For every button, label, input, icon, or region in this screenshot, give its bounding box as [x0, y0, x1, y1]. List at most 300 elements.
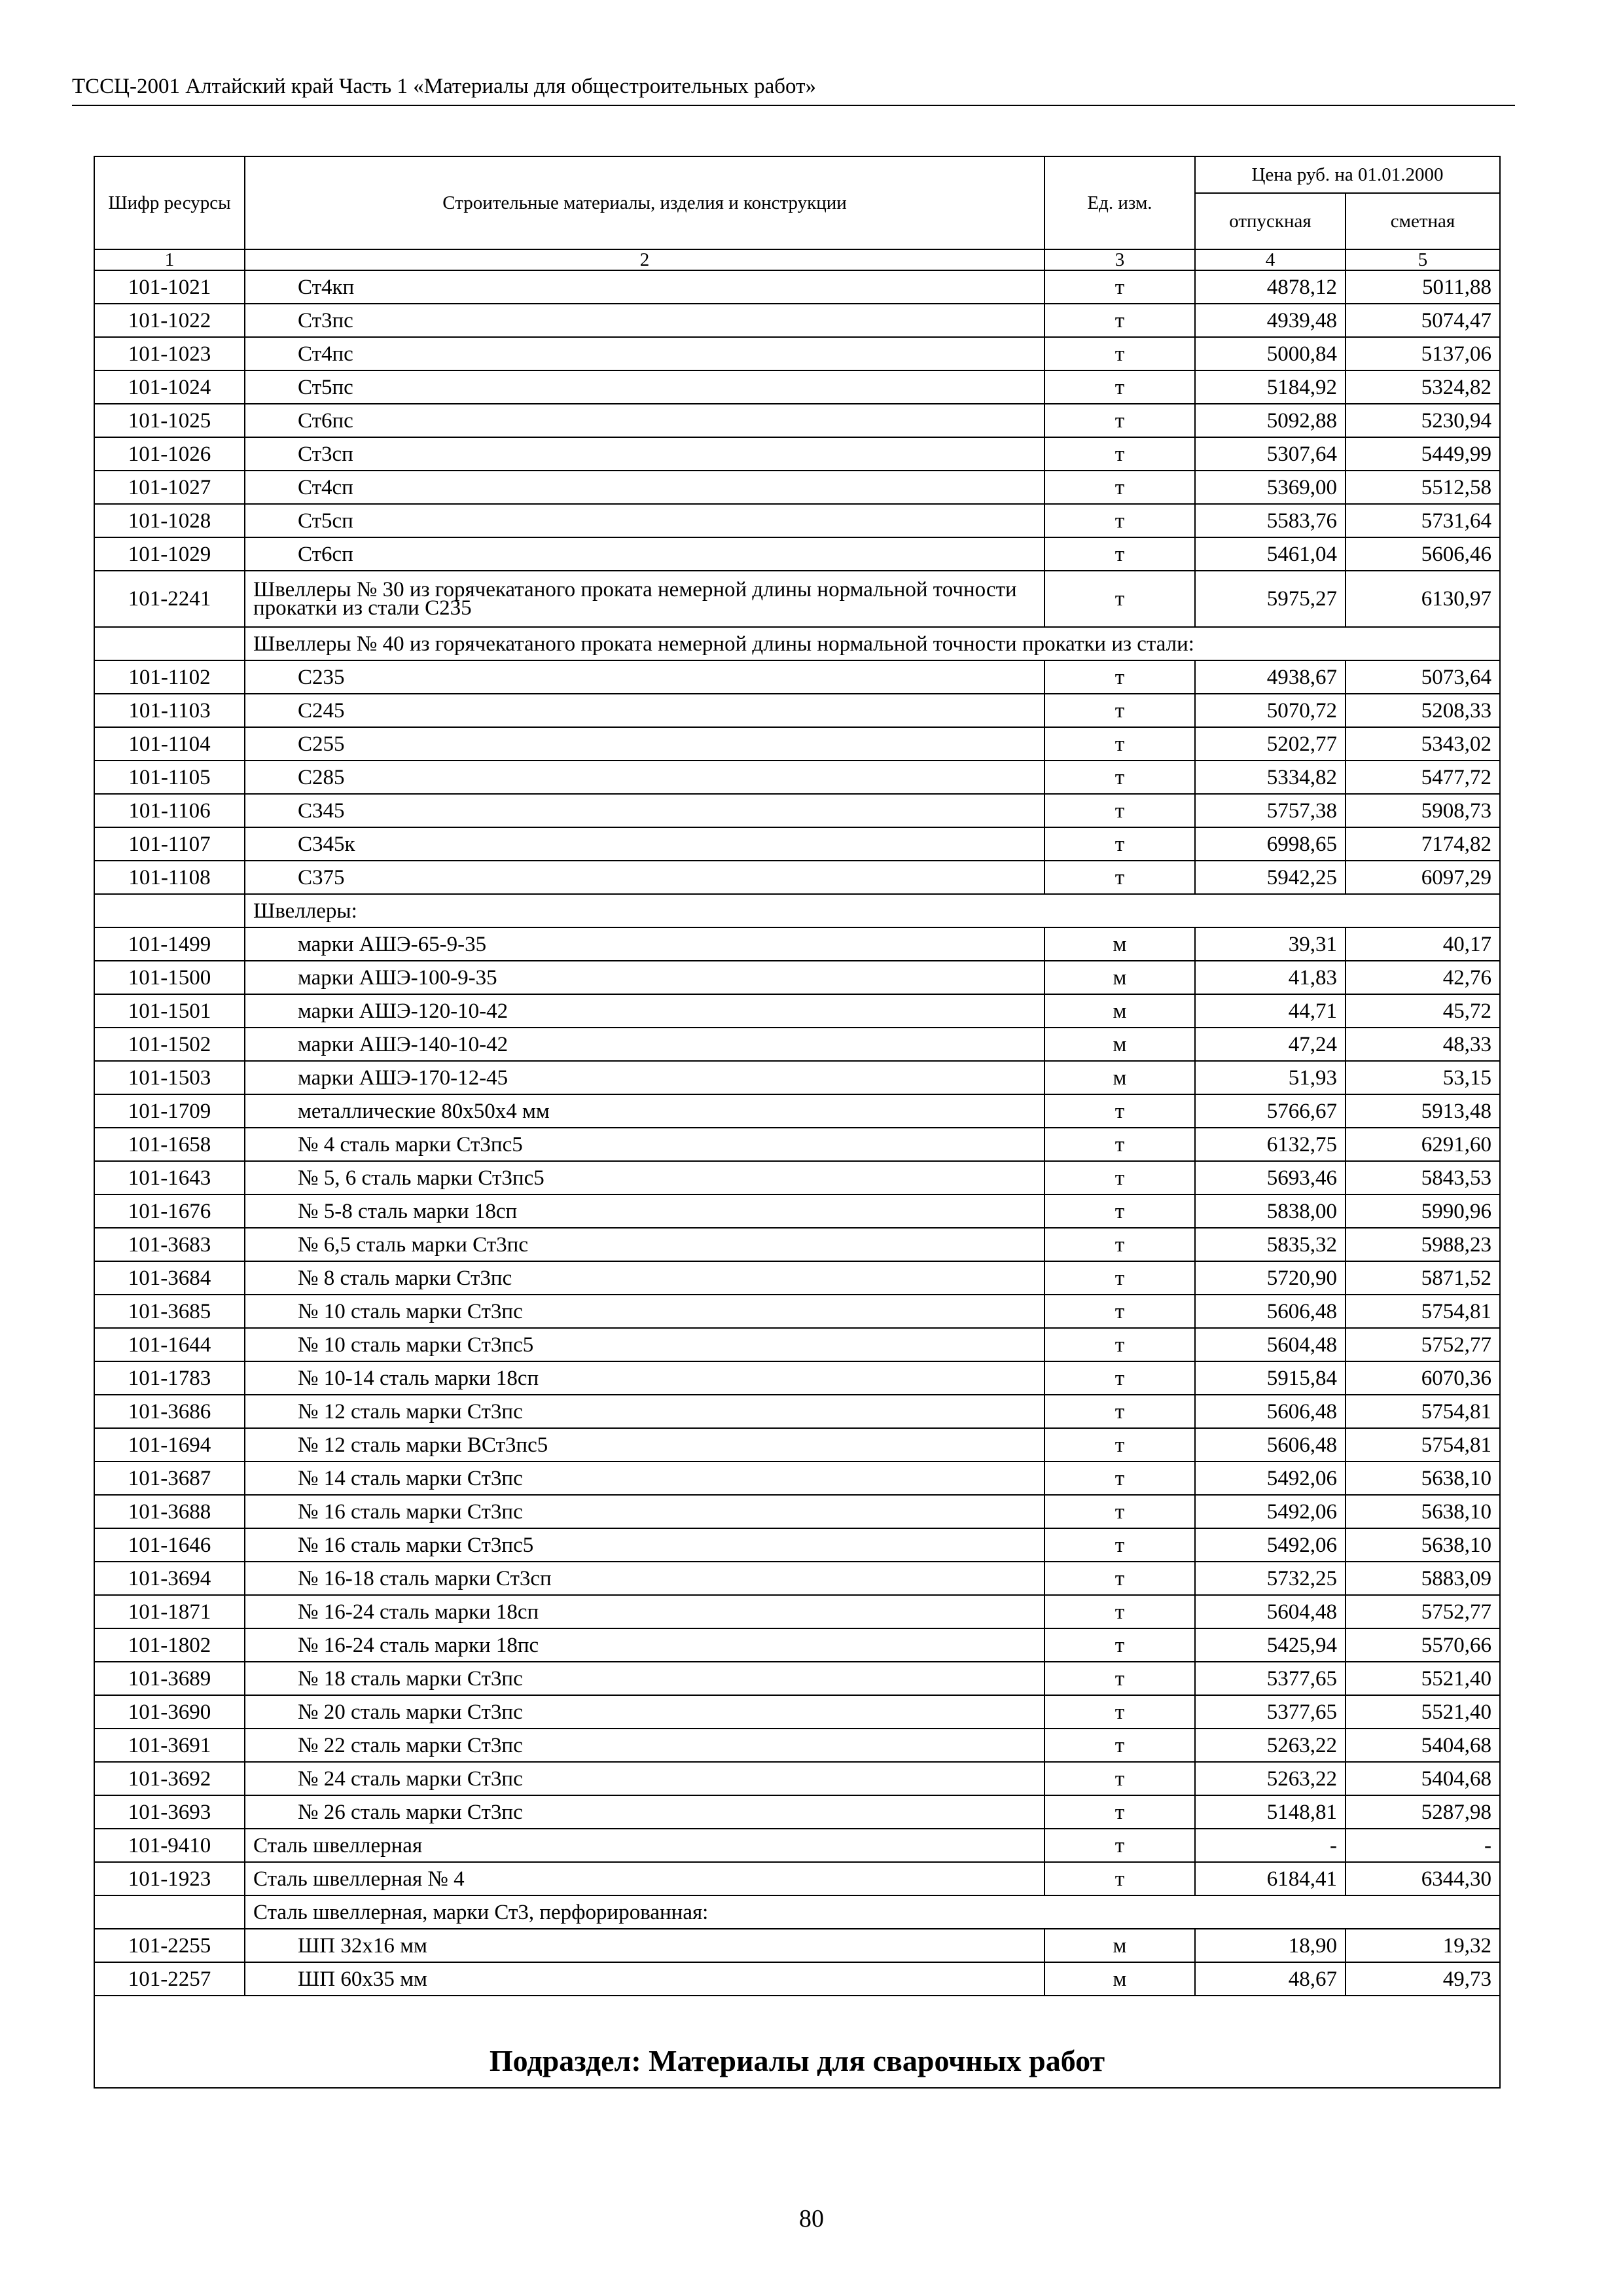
material-name: марки АШЭ-65-9-35 — [245, 927, 1044, 961]
estimate-price: 5638,10 — [1346, 1462, 1500, 1495]
unit: т — [1044, 794, 1195, 827]
material-name: № 26 сталь марки Ст3пс — [245, 1795, 1044, 1829]
release-price: 5835,32 — [1195, 1228, 1346, 1261]
table-row — [94, 961, 1500, 994]
header-price-group: Цена руб. на 01.01.2000 — [1195, 156, 1500, 193]
header-release-price: отпускная — [1195, 193, 1346, 249]
resource-code: 101-3684 — [94, 1261, 245, 1295]
release-price: 5148,81 — [1195, 1795, 1346, 1829]
material-name: С285 — [245, 761, 1044, 794]
table-row — [94, 1061, 1500, 1094]
unit: т — [1044, 504, 1195, 537]
estimate-price: 5287,98 — [1346, 1795, 1500, 1829]
material-name: № 16-24 сталь марки 18сп — [245, 1595, 1044, 1628]
estimate-price: 53,15 — [1346, 1061, 1500, 1094]
unit: м — [1044, 927, 1195, 961]
release-price: 5492,06 — [1195, 1528, 1346, 1562]
empty-code-cell — [94, 627, 245, 660]
estimate-price: 5990,96 — [1346, 1194, 1500, 1228]
resource-code: 101-3688 — [94, 1495, 245, 1528]
estimate-price: 5908,73 — [1346, 794, 1500, 827]
resource-code: 101-2241 — [94, 571, 245, 627]
release-price: 5092,88 — [1195, 404, 1346, 437]
release-price: 5583,76 — [1195, 504, 1346, 537]
material-name: С245 — [245, 694, 1044, 727]
release-price: 5604,48 — [1195, 1328, 1346, 1361]
release-price: 5915,84 — [1195, 1361, 1346, 1395]
estimate-price: 5324,82 — [1346, 370, 1500, 404]
resource-code: 101-1871 — [94, 1595, 245, 1628]
estimate-price: 49,73 — [1346, 1962, 1500, 1996]
estimate-price: 5752,77 — [1346, 1328, 1500, 1361]
material-name: Сталь швеллерная — [245, 1829, 1044, 1862]
resource-code: 101-9410 — [94, 1829, 245, 1862]
estimate-price: 5843,53 — [1346, 1161, 1500, 1194]
column-number: 1 — [94, 249, 245, 270]
release-price: 51,93 — [1195, 1061, 1346, 1094]
estimate-price: 5754,81 — [1346, 1295, 1500, 1328]
unit: т — [1044, 1729, 1195, 1762]
estimate-price: - — [1346, 1829, 1500, 1862]
table-row — [94, 927, 1500, 961]
resource-code: 101-1103 — [94, 694, 245, 727]
material-name: С345 — [245, 794, 1044, 827]
estimate-price: 5752,77 — [1346, 1595, 1500, 1628]
release-price: 4939,48 — [1195, 304, 1346, 337]
resource-code: 101-1646 — [94, 1528, 245, 1562]
materials-price-table — [94, 156, 1501, 2089]
resource-code: 101-1021 — [94, 270, 245, 304]
unit: т — [1044, 1795, 1195, 1829]
resource-code: 101-1026 — [94, 437, 245, 471]
resource-code: 101-2257 — [94, 1962, 245, 1996]
material-name: Ст3пс — [245, 304, 1044, 337]
table-row — [94, 761, 1500, 794]
resource-code: 101-1029 — [94, 537, 245, 571]
table-row — [94, 994, 1500, 1028]
estimate-price: 5343,02 — [1346, 727, 1500, 761]
material-name: № 16 сталь марки Ст3пс — [245, 1495, 1044, 1528]
table-row — [94, 1662, 1500, 1695]
resource-code: 101-1643 — [94, 1161, 245, 1194]
material-name: С345к — [245, 827, 1044, 861]
release-price: 5461,04 — [1195, 537, 1346, 571]
estimate-price: 42,76 — [1346, 961, 1500, 994]
resource-code: 101-3693 — [94, 1795, 245, 1829]
material-name: ШП 60х35 мм — [245, 1962, 1044, 1996]
release-price: 5942,25 — [1195, 861, 1346, 894]
unit: т — [1044, 1829, 1195, 1862]
release-price: 5757,38 — [1195, 794, 1346, 827]
table-row — [94, 1361, 1500, 1395]
release-price: 5070,72 — [1195, 694, 1346, 727]
resource-code: 101-1676 — [94, 1194, 245, 1228]
table-row — [94, 1428, 1500, 1462]
material-name: марки АШЭ-120-10-42 — [245, 994, 1044, 1028]
subsection-row — [94, 1996, 1500, 2088]
resource-code: 101-3692 — [94, 1762, 245, 1795]
table-row — [94, 1862, 1500, 1895]
release-price: 5693,46 — [1195, 1161, 1346, 1194]
material-name: № 16-18 сталь марки Ст3сп — [245, 1562, 1044, 1595]
unit: т — [1044, 571, 1195, 627]
estimate-price: 5208,33 — [1346, 694, 1500, 727]
table-row — [94, 727, 1500, 761]
estimate-price: 5477,72 — [1346, 761, 1500, 794]
release-price: 18,90 — [1195, 1929, 1346, 1962]
release-price: 5263,22 — [1195, 1729, 1346, 1762]
resource-code: 101-1694 — [94, 1428, 245, 1462]
group-title: Швеллеры № 40 из горячекатаного проката немерной длины нормальной точности прокатки из стали: — [245, 627, 1500, 660]
table-row — [94, 1161, 1500, 1194]
header-code: Шифр ресурсы — [94, 156, 245, 249]
release-price: 5732,25 — [1195, 1562, 1346, 1595]
material-name: Ст5пс — [245, 370, 1044, 404]
table-row — [94, 1128, 1500, 1161]
estimate-price: 48,33 — [1346, 1028, 1500, 1061]
material-name: С255 — [245, 727, 1044, 761]
release-price: 6132,75 — [1195, 1128, 1346, 1161]
release-price: 5184,92 — [1195, 370, 1346, 404]
table-row — [94, 1628, 1500, 1662]
table-row — [94, 1228, 1500, 1261]
material-name: Ст4пс — [245, 337, 1044, 370]
unit: т — [1044, 827, 1195, 861]
resource-code: 101-1108 — [94, 861, 245, 894]
resource-code: 101-1107 — [94, 827, 245, 861]
material-name: № 22 сталь марки Ст3пс — [245, 1729, 1044, 1762]
unit: т — [1044, 404, 1195, 437]
resource-code: 101-1502 — [94, 1028, 245, 1061]
release-price: 5377,65 — [1195, 1695, 1346, 1729]
unit: т — [1044, 370, 1195, 404]
page-number: 80 — [799, 2205, 824, 2233]
estimate-price: 5731,64 — [1346, 504, 1500, 537]
estimate-price: 6070,36 — [1346, 1361, 1500, 1395]
estimate-price: 5883,09 — [1346, 1562, 1500, 1595]
release-price: 5307,64 — [1195, 437, 1346, 471]
unit: т — [1044, 1762, 1195, 1795]
material-name: № 6,5 сталь марки Ст3пс — [245, 1228, 1044, 1261]
estimate-price: 5011,88 — [1346, 270, 1500, 304]
group-title: Сталь швеллерная, марки Ст3, перфорированная: — [245, 1895, 1500, 1929]
unit: т — [1044, 270, 1195, 304]
resource-code: 101-3691 — [94, 1729, 245, 1762]
material-name: № 14 сталь марки Ст3пс — [245, 1462, 1044, 1495]
material-name: марки АШЭ-140-10-42 — [245, 1028, 1044, 1061]
release-price: 5604,48 — [1195, 1595, 1346, 1628]
release-price: 6184,41 — [1195, 1862, 1346, 1895]
header-rule — [72, 105, 1515, 106]
material-name: № 8 сталь марки Ст3пс — [245, 1261, 1044, 1295]
estimate-price: 5871,52 — [1346, 1261, 1500, 1295]
resource-code: 101-1104 — [94, 727, 245, 761]
header-estimate-price: сметная — [1346, 193, 1500, 249]
material-name: Ст6пс — [245, 404, 1044, 437]
material-name: металлические 80х50х4 мм — [245, 1094, 1044, 1128]
table-row — [94, 1929, 1500, 1962]
material-name: С235 — [245, 660, 1044, 694]
unit: т — [1044, 1295, 1195, 1328]
unit: м — [1044, 1962, 1195, 1996]
release-price: 5425,94 — [1195, 1628, 1346, 1662]
estimate-price: 5606,46 — [1346, 537, 1500, 571]
material-name: Ст4сп — [245, 471, 1044, 504]
table-row — [94, 1795, 1500, 1829]
resource-code: 101-1024 — [94, 370, 245, 404]
resource-code: 101-3685 — [94, 1295, 245, 1328]
resource-code: 101-1500 — [94, 961, 245, 994]
estimate-price: 6291,60 — [1346, 1128, 1500, 1161]
release-price: 4878,12 — [1195, 270, 1346, 304]
table-row — [94, 1695, 1500, 1729]
resource-code: 101-1027 — [94, 471, 245, 504]
estimate-price: 5137,06 — [1346, 337, 1500, 370]
table-row — [94, 1094, 1500, 1128]
unit: т — [1044, 1862, 1195, 1895]
estimate-price: 6097,29 — [1346, 861, 1500, 894]
unit: т — [1044, 1528, 1195, 1562]
material-name: № 10 сталь марки Ст3пс — [245, 1295, 1044, 1328]
release-price: 5369,00 — [1195, 471, 1346, 504]
unit: т — [1044, 1094, 1195, 1128]
resource-code: 101-1499 — [94, 927, 245, 961]
table-row — [94, 404, 1500, 437]
unit: т — [1044, 337, 1195, 370]
estimate-price: 5988,23 — [1346, 1228, 1500, 1261]
material-name: Ст5сп — [245, 504, 1044, 537]
table-row — [94, 1729, 1500, 1762]
material-name: № 4 сталь марки Ст3пс5 — [245, 1128, 1044, 1161]
column-number: 2 — [245, 249, 1044, 270]
release-price: 5975,27 — [1195, 571, 1346, 627]
resource-code: 101-1023 — [94, 337, 245, 370]
unit: т — [1044, 1595, 1195, 1628]
release-price: 5492,06 — [1195, 1495, 1346, 1528]
table-row — [94, 1562, 1500, 1595]
page-header-title: ТССЦ-2001 Алтайский край Часть 1 «Материалы для общестроительных работ» — [72, 75, 817, 98]
unit: т — [1044, 1395, 1195, 1428]
table-row — [94, 1395, 1500, 1428]
resource-code: 101-1923 — [94, 1862, 245, 1895]
release-price: 5766,67 — [1195, 1094, 1346, 1128]
table-body — [94, 270, 1500, 1996]
unit: м — [1044, 1929, 1195, 1962]
estimate-price: 6344,30 — [1346, 1862, 1500, 1895]
resource-code: 101-1106 — [94, 794, 245, 827]
group-header-row — [94, 627, 1500, 660]
table-row — [94, 1528, 1500, 1562]
unit: т — [1044, 1161, 1195, 1194]
table-row — [94, 827, 1500, 861]
unit: т — [1044, 1228, 1195, 1261]
release-price: - — [1195, 1829, 1346, 1862]
table-row — [94, 1829, 1500, 1862]
unit: т — [1044, 660, 1195, 694]
estimate-price: 5449,99 — [1346, 437, 1500, 471]
unit: т — [1044, 1128, 1195, 1161]
estimate-price: 5913,48 — [1346, 1094, 1500, 1128]
material-name: Сталь швеллерная № 4 — [245, 1862, 1044, 1895]
table-row — [94, 337, 1500, 370]
estimate-price: 40,17 — [1346, 927, 1500, 961]
release-price: 4938,67 — [1195, 660, 1346, 694]
unit: т — [1044, 727, 1195, 761]
table-row — [94, 1495, 1500, 1528]
group-title: Швеллеры: — [245, 894, 1500, 927]
resource-code: 101-3689 — [94, 1662, 245, 1695]
resource-code: 101-2255 — [94, 1929, 245, 1962]
estimate-price: 5404,68 — [1346, 1729, 1500, 1762]
table-row — [94, 660, 1500, 694]
material-name: № 16 сталь марки Ст3пс5 — [245, 1528, 1044, 1562]
unit: т — [1044, 1662, 1195, 1695]
unit: т — [1044, 1562, 1195, 1595]
unit: м — [1044, 1061, 1195, 1094]
estimate-price: 5074,47 — [1346, 304, 1500, 337]
material-name: С375 — [245, 861, 1044, 894]
column-numbers-row — [94, 249, 1500, 270]
release-price: 5263,22 — [1195, 1762, 1346, 1795]
table-row — [94, 571, 1500, 627]
resource-code: 101-1503 — [94, 1061, 245, 1094]
release-price: 5202,77 — [1195, 727, 1346, 761]
release-price: 5492,06 — [1195, 1462, 1346, 1495]
table-row — [94, 1962, 1500, 1996]
release-price: 5377,65 — [1195, 1662, 1346, 1695]
release-price: 41,83 — [1195, 961, 1346, 994]
material-name: № 5, 6 сталь марки Ст3пс5 — [245, 1161, 1044, 1194]
table-row — [94, 1028, 1500, 1061]
unit: м — [1044, 961, 1195, 994]
estimate-price: 5521,40 — [1346, 1662, 1500, 1695]
empty-code-cell — [94, 1895, 245, 1929]
unit: т — [1044, 1695, 1195, 1729]
resource-code: 101-1644 — [94, 1328, 245, 1361]
unit: т — [1044, 471, 1195, 504]
release-price: 6998,65 — [1195, 827, 1346, 861]
unit: т — [1044, 1495, 1195, 1528]
material-name: № 18 сталь марки Ст3пс — [245, 1662, 1044, 1695]
estimate-price: 5638,10 — [1346, 1528, 1500, 1562]
group-header-row — [94, 1895, 1500, 1929]
table-row — [94, 304, 1500, 337]
release-price: 5334,82 — [1195, 761, 1346, 794]
resource-code: 101-1802 — [94, 1628, 245, 1662]
estimate-price: 5073,64 — [1346, 660, 1500, 694]
estimate-price: 5754,81 — [1346, 1395, 1500, 1428]
release-price: 5606,48 — [1195, 1295, 1346, 1328]
resource-code: 101-1709 — [94, 1094, 245, 1128]
material-name: Ст3сп — [245, 437, 1044, 471]
material-name: Ст6сп — [245, 537, 1044, 571]
table-row — [94, 537, 1500, 571]
estimate-price: 7174,82 — [1346, 827, 1500, 861]
table-row — [94, 1194, 1500, 1228]
column-number: 5 — [1346, 249, 1500, 270]
unit: т — [1044, 694, 1195, 727]
column-number: 4 — [1195, 249, 1346, 270]
table-row — [94, 1328, 1500, 1361]
table-row — [94, 437, 1500, 471]
subsection-title: Подраздел: Материалы для сварочных работ — [94, 1996, 1500, 2088]
resource-code: 101-1783 — [94, 1361, 245, 1395]
unit: м — [1044, 994, 1195, 1028]
release-price: 5838,00 — [1195, 1194, 1346, 1228]
material-name: № 10 сталь марки Ст3пс5 — [245, 1328, 1044, 1361]
release-price: 47,24 — [1195, 1028, 1346, 1061]
resource-code: 101-1025 — [94, 404, 245, 437]
group-header-row — [94, 894, 1500, 927]
unit: т — [1044, 537, 1195, 571]
material-name: ШП 32х16 мм — [245, 1929, 1044, 1962]
table-row — [94, 1261, 1500, 1295]
header-unit: Ед. изм. — [1044, 156, 1195, 249]
material-name: Ст4кп — [245, 270, 1044, 304]
unit: т — [1044, 861, 1195, 894]
material-name: марки АШЭ-170-12-45 — [245, 1061, 1044, 1094]
table-row — [94, 794, 1500, 827]
unit: т — [1044, 1261, 1195, 1295]
resource-code: 101-1102 — [94, 660, 245, 694]
material-name: № 12 сталь марки Ст3пс — [245, 1395, 1044, 1428]
resource-code: 101-1022 — [94, 304, 245, 337]
unit: т — [1044, 761, 1195, 794]
header-name: Строительные материалы, изделия и конструкции — [245, 156, 1044, 249]
table-row — [94, 1762, 1500, 1795]
unit: т — [1044, 1361, 1195, 1395]
resource-code: 101-3683 — [94, 1228, 245, 1261]
table-row — [94, 694, 1500, 727]
material-name: № 5-8 сталь марки 18сп — [245, 1194, 1044, 1228]
table-row — [94, 861, 1500, 894]
estimate-price: 45,72 — [1346, 994, 1500, 1028]
estimate-price: 5638,10 — [1346, 1495, 1500, 1528]
release-price: 44,71 — [1195, 994, 1346, 1028]
release-price: 5606,48 — [1195, 1395, 1346, 1428]
estimate-price: 5521,40 — [1346, 1695, 1500, 1729]
release-price: 39,31 — [1195, 927, 1346, 961]
resource-code: 101-1028 — [94, 504, 245, 537]
empty-code-cell — [94, 894, 245, 927]
table-row — [94, 1462, 1500, 1495]
resource-code: 101-1501 — [94, 994, 245, 1028]
unit: т — [1044, 304, 1195, 337]
unit: т — [1044, 1462, 1195, 1495]
resource-code: 101-1105 — [94, 761, 245, 794]
unit: т — [1044, 1328, 1195, 1361]
resource-code: 101-1658 — [94, 1128, 245, 1161]
resource-code: 101-3686 — [94, 1395, 245, 1428]
estimate-price: 5230,94 — [1346, 404, 1500, 437]
release-price: 5000,84 — [1195, 337, 1346, 370]
unit: т — [1044, 437, 1195, 471]
material-name: № 24 сталь марки Ст3пс — [245, 1762, 1044, 1795]
release-price: 5606,48 — [1195, 1428, 1346, 1462]
unit: м — [1044, 1028, 1195, 1061]
table-row — [94, 1295, 1500, 1328]
resource-code: 101-3690 — [94, 1695, 245, 1729]
table-row — [94, 471, 1500, 504]
estimate-price: 6130,97 — [1346, 571, 1500, 627]
estimate-price: 5570,66 — [1346, 1628, 1500, 1662]
material-name: марки АШЭ-100-9-35 — [245, 961, 1044, 994]
estimate-price: 19,32 — [1346, 1929, 1500, 1962]
material-name: № 16-24 сталь марки 18пс — [245, 1628, 1044, 1662]
unit: т — [1044, 1628, 1195, 1662]
table-row — [94, 270, 1500, 304]
resource-code: 101-3694 — [94, 1562, 245, 1595]
